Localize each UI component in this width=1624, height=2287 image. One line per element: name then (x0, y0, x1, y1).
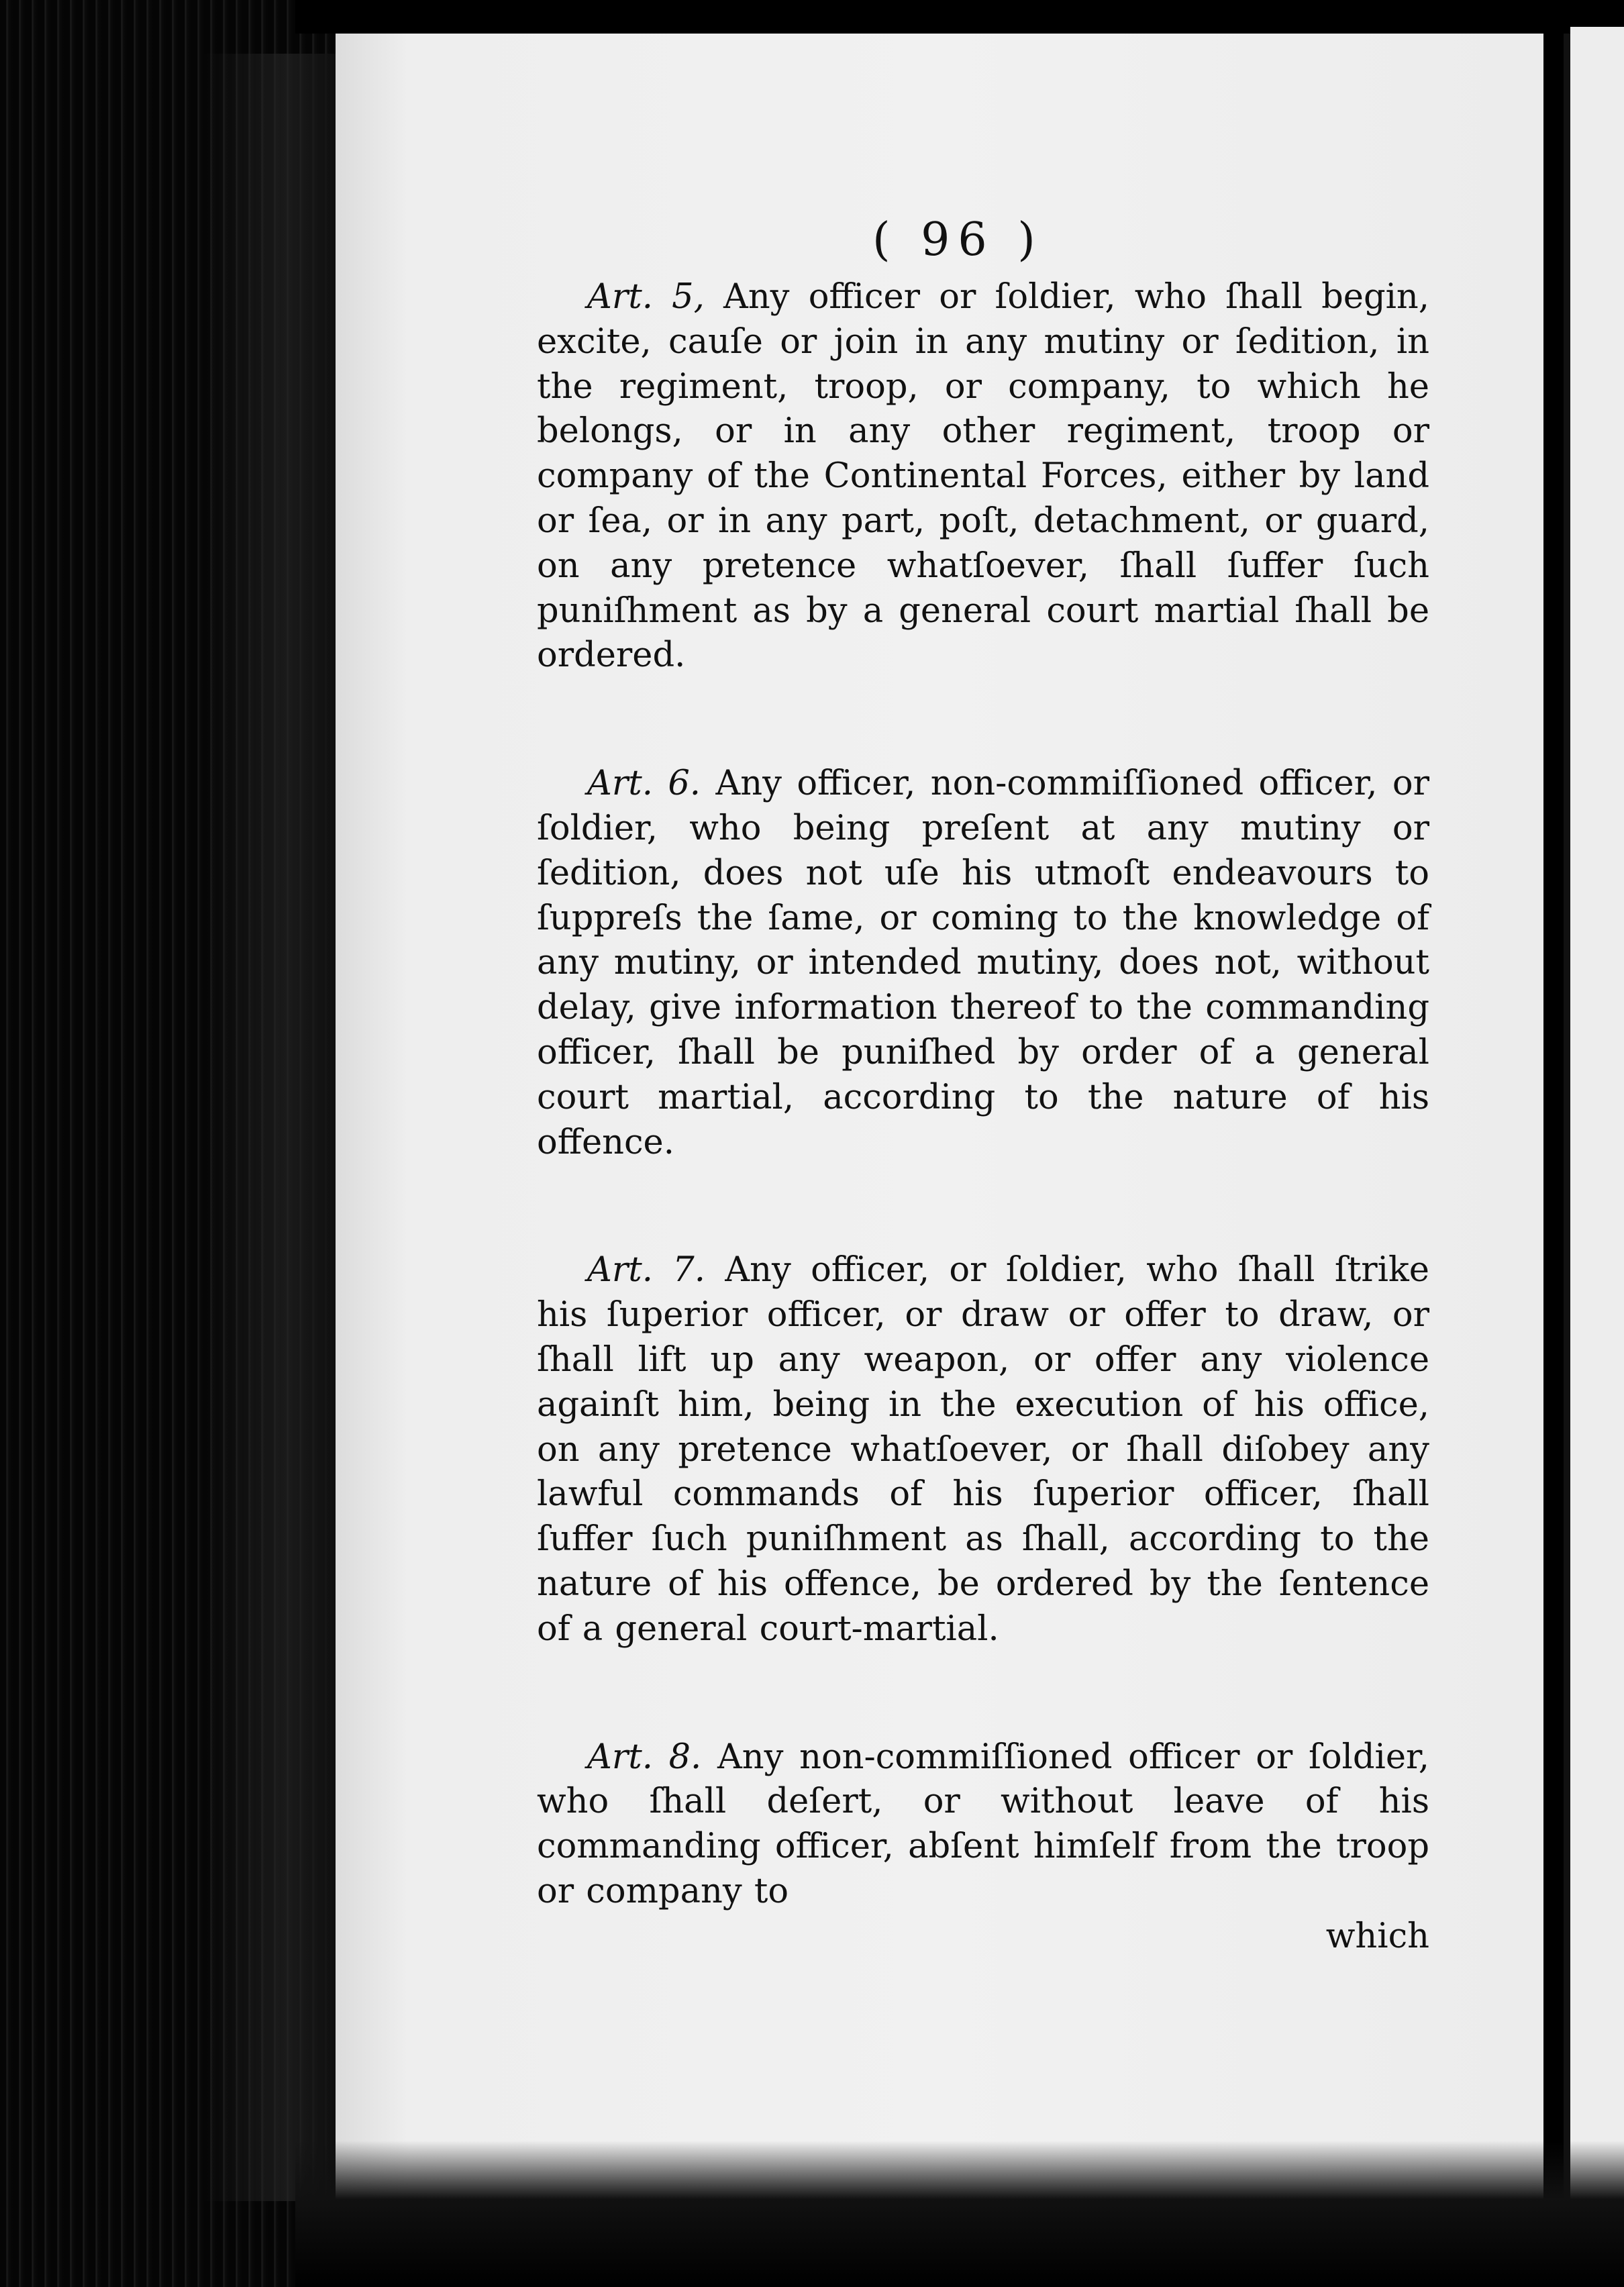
article-6 (537, 762, 1429, 1165)
page-edge-shadow (201, 54, 356, 2201)
article-body: Any officer, non-commiſſioned officer, or ſoldier, who being preſent at any mutiny or ſedition, does not uſe his utmoſt endeavours to ſuppreſs the ſame, or coming to the knowledge of any mutiny, or intended mutiny, does not, without delay, give information thereof to the commanding officer, ſhall be puniſhed by order of a general court martial, according to the nature of his offence. (537, 764, 1429, 1162)
page-number: ( 96 ) (872, 213, 1044, 266)
article-body: Any non-commiſſioned officer or ſoldier, who ſhall deſert, or without leave of his commanding officer, abſent himſelf from the troop or company to (537, 1737, 1429, 1911)
scan-border-bottom (295, 2141, 1624, 2287)
article-text-block (537, 275, 1429, 1960)
article-label: Art. 5, (587, 277, 705, 317)
adjacent-page-edge (1564, 27, 1624, 2228)
catchword: which (1325, 1916, 1429, 1956)
article-5 (537, 275, 1429, 678)
article-label: Art. 6. (587, 764, 701, 804)
article-label: Art. 7. (587, 1250, 705, 1290)
article-body: Any officer, or ſoldier, who ſhall ſtrike his ſuperior officer, or draw or offer to draw, or ſhall lift up any weapon, or offer any violence againſt him, being in the execution of his office, on any pretence whatſoever, or ſhall diſobey any lawful commands of his ſuperior officer, ſhall ſuffer ſuch puniſhment as ſhall, according to the nature of his offence, be ordered by the ſentence of a general court-martial. (537, 1250, 1429, 1649)
scan-border-top (295, 0, 1570, 34)
article-body: Any officer or ſoldier, who ſhall begin, excite, cauſe or join in any mutiny or ſedition, in the regiment, troop, or company, to which he belongs, or in any other regiment, troop or company of the Continental Forces, either by land or ſea, or in any part, poſt, detachment, or guard, on any pretence whatſoever, ſhall ſuffer ſuch puniſhment as by a general court martial ſhall be ordered. (537, 277, 1429, 676)
article-label: Art. 8. (587, 1737, 702, 1777)
article-7 (537, 1248, 1429, 1651)
article-8 (537, 1735, 1429, 1960)
